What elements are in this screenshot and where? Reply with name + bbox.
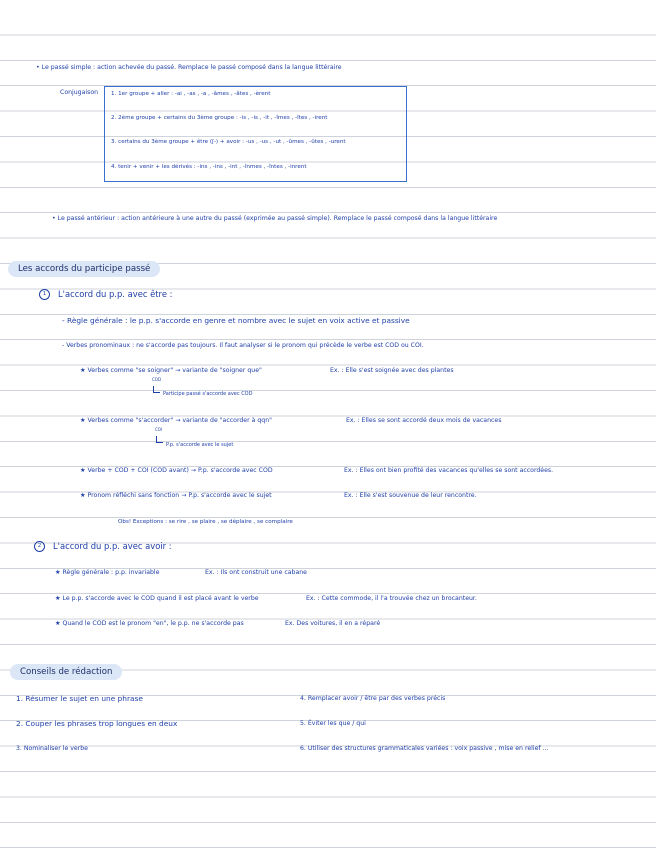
- obs-exceptions: Obs! Exceptions : se rire , se plaire , se déplaire , se complaire: [118, 519, 293, 525]
- sub2-line2: ★ Le p.p. s'accorde avec le COD quand il est placé avant le verbe: [55, 595, 259, 602]
- sub2-regle: ★ Règle générale : p.p. invariable: [55, 569, 160, 576]
- sub2-line3-example: Ex. Des voitures, il en a réparé: [285, 620, 381, 627]
- conseil-3: 3. Nominaliser le verbe: [16, 745, 88, 752]
- conseil-1: 1. Résumer le sujet en une phrase: [16, 694, 143, 703]
- sub2-title: L'accord du p.p. avec avoir :: [53, 541, 172, 551]
- v1-line: ★ Verbes comme "se soigner" → variante de "soigner que": [80, 367, 262, 374]
- v2-line: ★ Verbes comme "s'accorder" → variante de "accorder à qqn": [80, 417, 273, 424]
- sub2-line3: ★ Quand le COD est le pronom "en", le p.p. ne s'accorde pas: [55, 620, 244, 627]
- passe-simple-intro: • Le passé simple : action achevée du passé. Remplace le passé composé dans la langue littéraire: [36, 64, 342, 71]
- sub2-line2-example: Ex. : Cette commode, il l'a trouvée chez un brocanteur.: [306, 595, 477, 602]
- sub1-regle: - Règle générale : le p.p. s'accorde en genre et nombre avec le sujet en voix active et passive: [62, 316, 410, 325]
- section-title-conseils: Conseils de rédaction: [10, 664, 122, 680]
- v4-line: ★ Pronom réfléchi sans fonction → P.p. s'accorde avec le sujet: [80, 492, 272, 499]
- v2-coi-mark: COI: [155, 427, 163, 432]
- v1-note: Participe passé s'accorde avec COD: [163, 391, 253, 397]
- section-title-accords: Les accords du participe passé: [8, 261, 160, 277]
- number-2-circle: 2: [34, 541, 45, 552]
- sub2-regle-example: Ex. : Ils ont construit une cabane: [205, 569, 307, 576]
- conseil-6: 6. Utiliser des structures grammaticales variées : voix passive , mise en relief ...: [300, 745, 549, 752]
- v1-cod-mark: COD: [152, 377, 162, 382]
- number-1-circle: 1: [39, 289, 50, 300]
- conjugation-box: [104, 86, 407, 182]
- conj-row-2: 2. 2ème groupe + certains du 3ème groupe : -is , -is , -it , -îmes , -îtes , -irent: [111, 115, 328, 121]
- conjugaison-label: Conjugaison: [60, 89, 99, 96]
- v2-note: P.p. s'accorde avec le sujet: [166, 442, 234, 448]
- v1-arrow-hook: [153, 386, 160, 393]
- conseil-2: 2. Couper les phrases trop longues en deux: [16, 719, 178, 728]
- v4-example: Ex. : Elle s'est souvenue de leur rencontre.: [344, 492, 477, 499]
- conj-row-4: 4. tenir + venir + les dérivés : -ins , -ins , -int , -înmes , -întes , -inrent: [111, 164, 307, 170]
- passe-anterieur-line: • Le passé antérieur : action antérieure à une autre du passé (exprimée au passé simple). Remplace le passé composé dans la langue littéraire: [52, 215, 498, 222]
- conseil-5: 5. Éviter les que / qui: [300, 720, 366, 727]
- v1-example: Ex. : Elle s'est soignée avec des plantes: [330, 367, 454, 374]
- v2-arrow-hook: [156, 436, 163, 443]
- v3-example: Ex. : Elles ont bien profité des vacances qu'elles se sont accordées.: [344, 467, 554, 474]
- v2-example: Ex. : Elles se sont accordé deux mois de vacances: [346, 417, 502, 424]
- conj-row-3: 3. certains du 3ème groupe + être (ʃ-) + avoir : -us , -us , -ut , -ûmes , -ûtes , -urent: [111, 139, 346, 145]
- sub1-pronominaux: - Verbes pronominaux : ne s'accorde pas toujours. Il faut analyser si le pronom qui précède le verbe est COD ou COI.: [62, 342, 424, 349]
- sub1-title: L'accord du p.p. avec être :: [58, 289, 173, 299]
- conseil-4: 4. Remplacer avoir / être par des verbes précis: [300, 695, 446, 702]
- v3-line: ★ Verbe + COD + COI (COD avant) → P.p. s'accorde avec COD: [80, 467, 273, 474]
- conj-row-1: 1. 1er groupe + aller : -ai , -as , -a , -âmes , -âtes , -èrent: [111, 91, 271, 97]
